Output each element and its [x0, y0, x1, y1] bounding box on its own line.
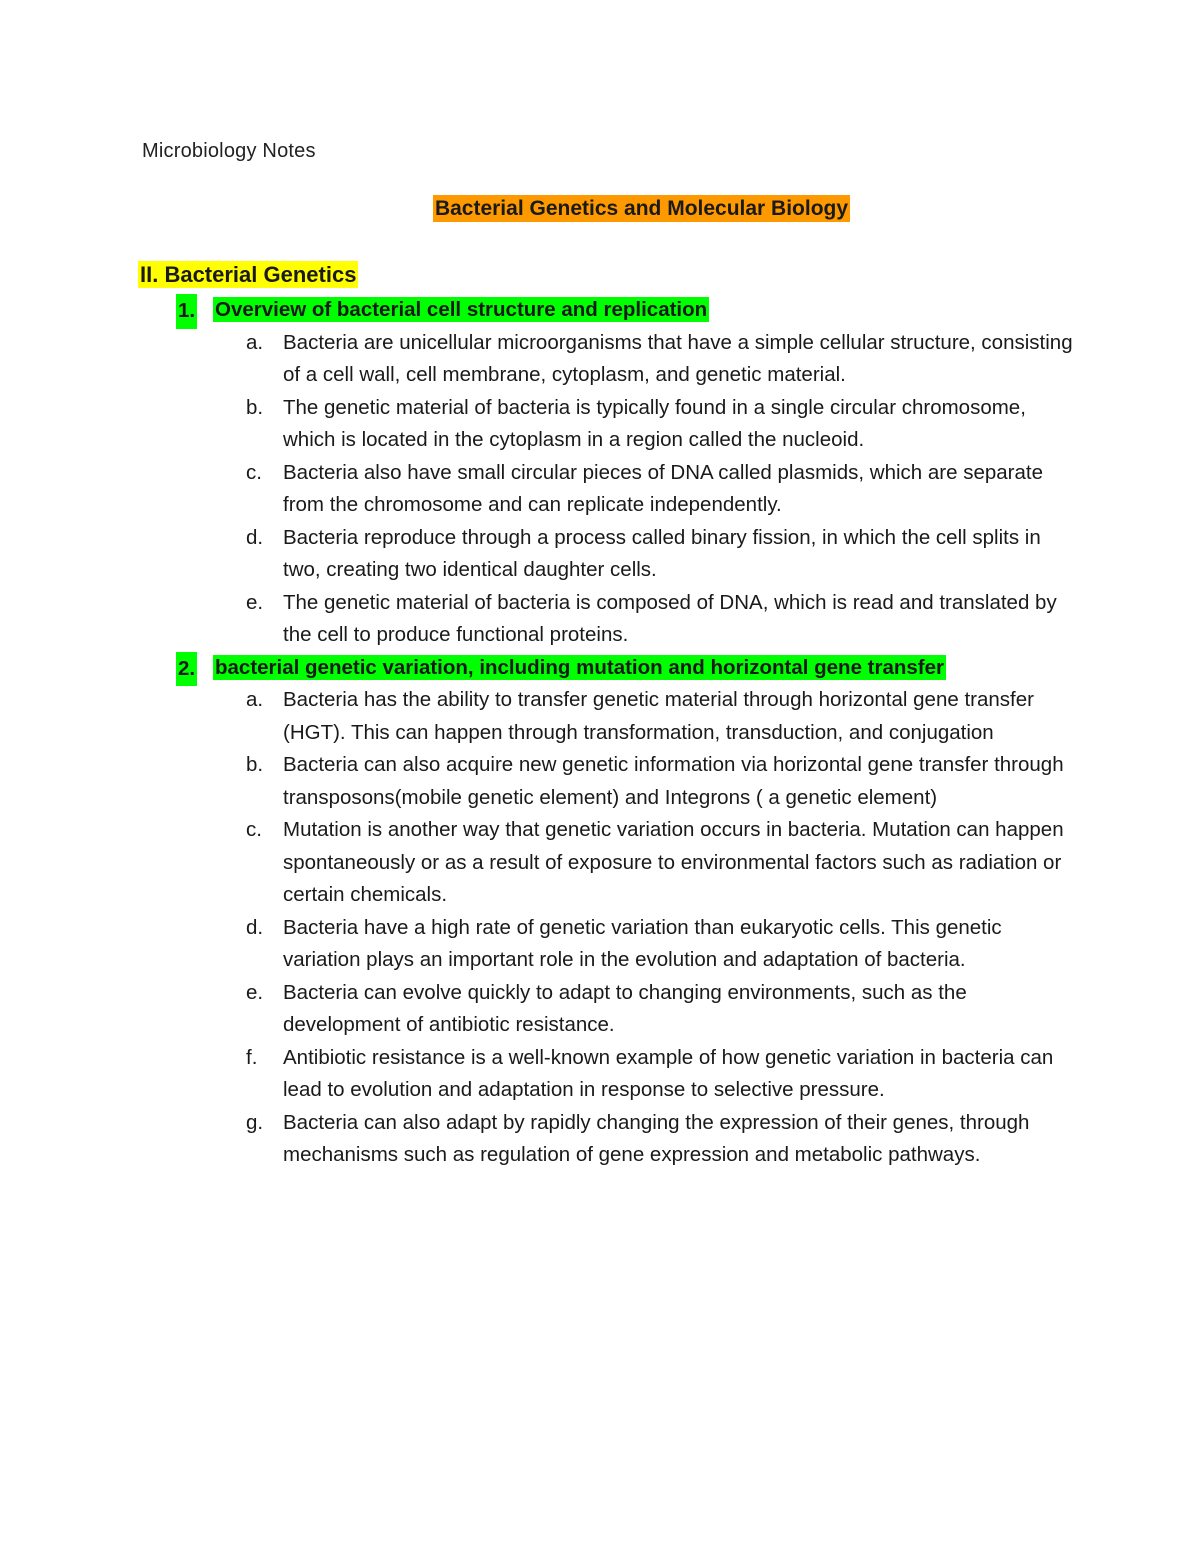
list-item-text: Bacteria have a high rate of genetic variation than eukaryotic cells. This genetic variation plays an important role in the evolution and adaptation of bacteria.	[283, 915, 1002, 971]
header-note: Microbiology Notes	[142, 140, 316, 162]
section-heading-text: II. Bacterial Genetics	[140, 262, 357, 287]
list-item-letter: b.	[246, 753, 264, 776]
list-item	[0, 684, 1073, 749]
topic-heading	[0, 652, 1200, 685]
list-item	[0, 749, 1073, 814]
topic-heading-text: Overview of bacterial cell structure and replication	[215, 298, 708, 321]
list-item	[0, 587, 1073, 652]
topic-heading-text: bacterial genetic variation, including mutation and horizontal gene transfer	[215, 655, 945, 679]
list-item	[0, 912, 1073, 977]
list-item-letter: c.	[246, 460, 262, 484]
list-item-text: Bacteria are unicellular microorganisms that have a simple cellular structure, consisting of a cell wall, cell membrane, cytoplasm, and genetic material.	[283, 330, 1073, 386]
list-item-text: Bacteria also have small circular pieces of DNA called plasmids, which are separate from the chromosome and can replicate independently.	[283, 460, 1043, 516]
list-item-letter: a.	[246, 330, 264, 354]
topic-number: 2.	[176, 652, 197, 687]
list-item	[0, 392, 1073, 457]
list-item-text: Mutation is another way that genetic variation occurs in bacteria. Mutation can happen spontaneously or as a result of exposure to environmental factors such as radiation or certain chemicals.	[283, 818, 1064, 906]
list-item	[0, 327, 1073, 392]
outline-content	[0, 294, 1200, 1172]
document-title-text: Bacterial Genetics and Molecular Biology	[434, 197, 849, 220]
section-heading	[138, 262, 358, 288]
document-title	[0, 197, 1200, 221]
list-item-text: Bacteria reproduce through a process called binary fission, in which the cell splits in two, creating two identical daughter cells.	[283, 525, 1041, 581]
list-item-letter: d.	[246, 915, 264, 939]
list-item	[0, 522, 1073, 587]
list-item-text: Antibiotic resistance is a well-known example of how genetic variation in bacteria can lead to evolution and adaptation in response to selective pressure.	[283, 1045, 1054, 1101]
topic-number: 1.	[176, 294, 197, 329]
list-item-letter: g.	[246, 1110, 264, 1134]
list-item-letter: a.	[246, 688, 264, 711]
list-item-letter: e.	[246, 980, 264, 1004]
list-item	[0, 977, 1073, 1042]
list-item	[0, 814, 1073, 912]
list-item-letter: f.	[246, 1045, 258, 1069]
list-item-text: Bacteria can also adapt by rapidly changing the expression of their genes, through mechanisms such as regulation of gene expression and metabolic pathways.	[283, 1110, 1030, 1166]
list-item-text: Bacteria can evolve quickly to adapt to changing environments, such as the development of antibiotic resistance.	[283, 980, 967, 1036]
list-item-text: Bacteria has the ability to transfer genetic material through horizontal gene transfer (HGT). This can happen through transformation, transduction, and conjugation	[283, 688, 1034, 744]
list-item-letter: e.	[246, 590, 264, 614]
list-item-text: The genetic material of bacteria is typically found in a single circular chromosome, which is located in the cytoplasm in a region called the nucleoid.	[283, 395, 1026, 451]
list-item	[0, 1107, 1073, 1172]
list-item-letter: c.	[246, 818, 262, 841]
list-item	[0, 1042, 1073, 1107]
topic-heading	[0, 294, 1200, 327]
list-item	[0, 457, 1073, 522]
list-item-letter: d.	[246, 525, 264, 549]
list-item-letter: b.	[246, 395, 264, 419]
list-item-text: The genetic material of bacteria is composed of DNA, which is read and translated by the cell to produce functional proteins.	[283, 590, 1057, 646]
list-item-text: Bacteria can also acquire new genetic information via horizontal gene transfer through transposons(mobile genetic element) and Integrons ( a genetic element)	[283, 753, 1064, 809]
